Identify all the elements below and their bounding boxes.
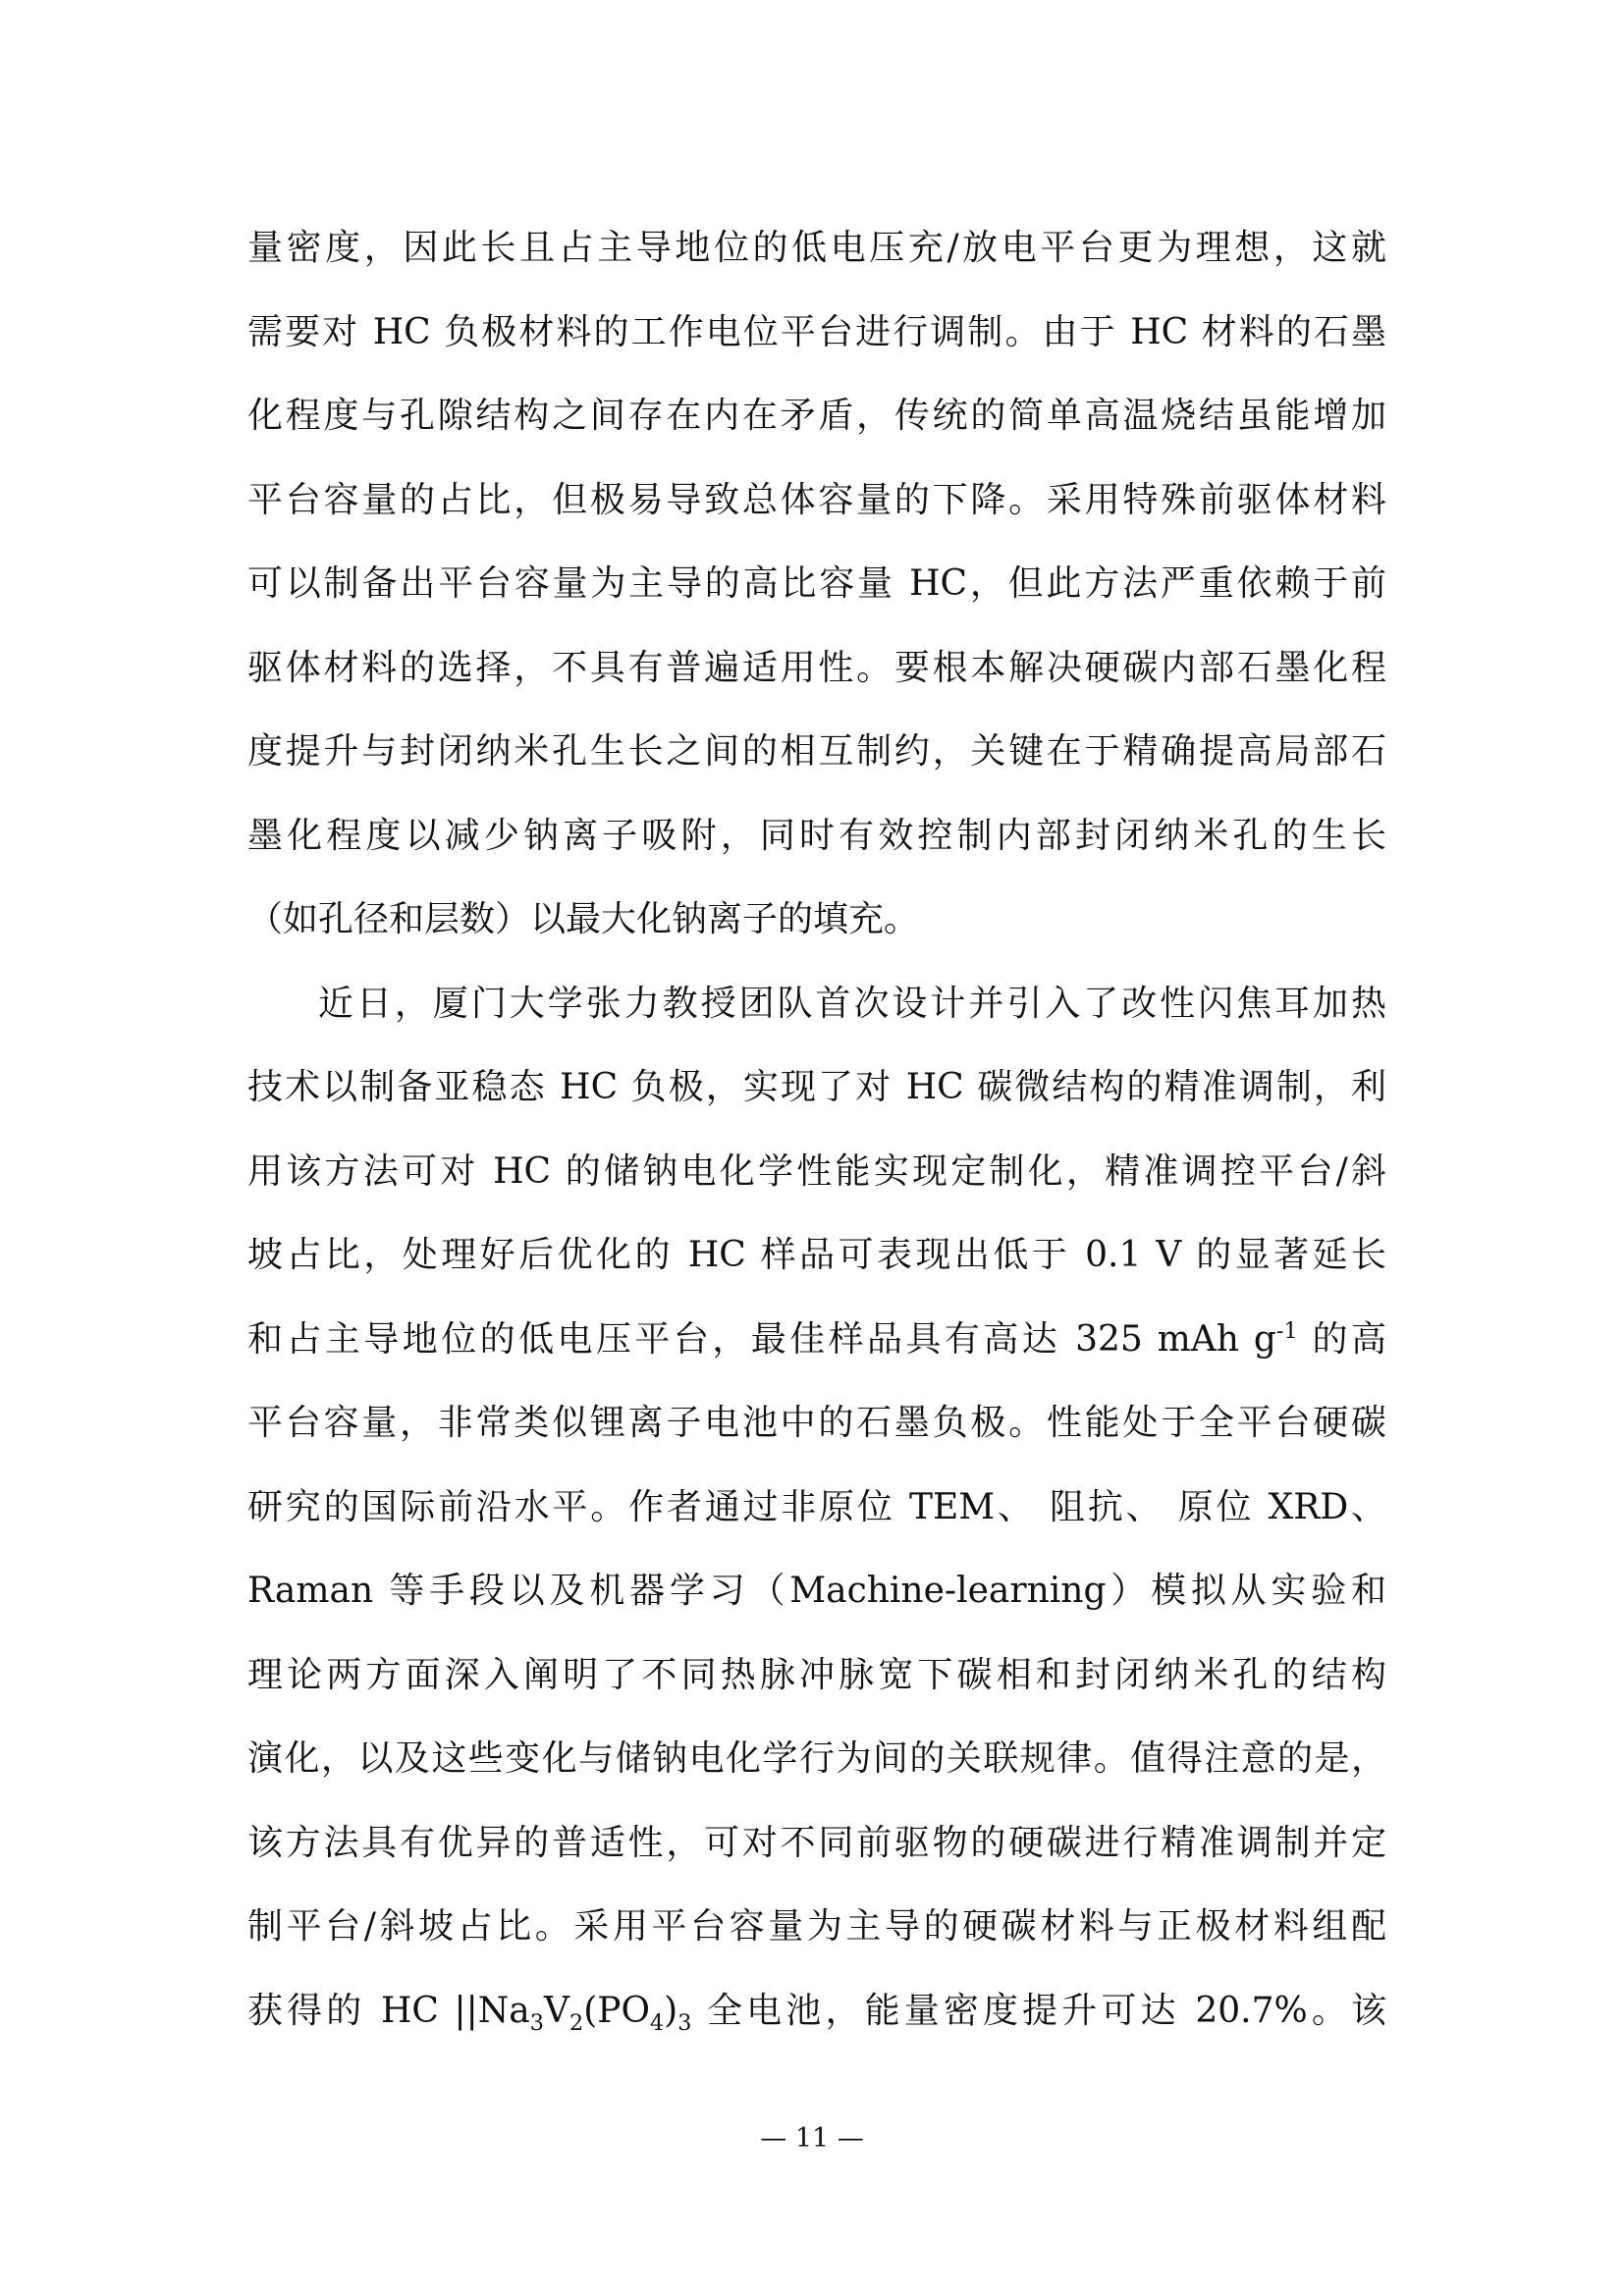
text-line: 可以制备出平台容量为主导的高比容量 HC，但此方法严重依赖于前 bbox=[247, 563, 1386, 604]
text-line: 用该方法可对 HC 的储钠电化学性能实现定制化，精准调控平台/斜 bbox=[247, 1150, 1386, 1192]
text-line: 近日，厦门大学张力教授团队首次设计并引入了改性闪焦耳加热 bbox=[318, 983, 1386, 1024]
text-line: （如孔径和层数）以最大化钠离子的填充。 bbox=[247, 899, 920, 939]
text-line: 研究的国际前沿水平。作者通过非原位 TEM、 阻抗、 原位 XRD、 bbox=[247, 1486, 1386, 1527]
text-line: Raman 等手段以及机器学习（Machine-learning）模拟从实验和 bbox=[247, 1571, 1386, 1611]
document-body bbox=[247, 206, 1386, 2053]
text-line: 该方法具有优异的普适性，可对不同前驱物的硬碳进行精准调制并定 bbox=[247, 1822, 1386, 1863]
text-line: 墨化程度以减少钠离子吸附，同时有效控制内部封闭纳米孔的生长 bbox=[247, 815, 1386, 856]
formula-text-tail: 全电池，能量密度提升可达 20.7%。该 bbox=[691, 1990, 1386, 2031]
formula-text: ) bbox=[664, 1990, 678, 2031]
text-line: 需要对 HC 负极材料的工作电位平台进行调制。由于 HC 材料的石墨 bbox=[247, 311, 1386, 352]
formula-subscript: 2 bbox=[568, 2009, 584, 2036]
text-line: 坡占比，处理好后优化的 HC 样品可表现出低于 0.1 V 的显著延长 bbox=[247, 1235, 1386, 1275]
text-line: 驱体材料的选择，不具有普遍适用性。要根本解决硬碳内部石墨化程 bbox=[247, 647, 1386, 688]
text-line: 量密度，因此长且占主导地位的低电压充/放电平台更为理想，这就 bbox=[247, 228, 1386, 268]
formula-text: V bbox=[543, 1990, 569, 2031]
formula-text: (PO bbox=[583, 1990, 650, 2031]
formula-text: 获得的 HC ||Na bbox=[247, 1990, 530, 2031]
text-line-formula bbox=[247, 1969, 1386, 2054]
unit-exponent: -1 bbox=[1275, 1317, 1298, 1344]
formula-subscript: 4 bbox=[649, 2009, 665, 2036]
capacity-text-tail: 的高 bbox=[1297, 1318, 1386, 1360]
text-line: 技术以制备亚稳态 HC 负极，实现了对 HC 碳微结构的精准调制，利 bbox=[247, 1067, 1386, 1107]
capacity-text: 和占主导地位的低电压平台，最佳样品具有高达 325 mAh g bbox=[247, 1318, 1276, 1360]
text-line: 制平台/斜坡占比。采用平台容量为主导的硬碳材料与正极材料组配 bbox=[247, 1906, 1386, 1947]
text-line: 化程度与孔隙结构之间存在内在矛盾，传统的简单高温烧结虽能增加 bbox=[247, 396, 1386, 436]
text-line: 度提升与封闭纳米孔生长之间的相互制约，关键在于精确提高局部石 bbox=[247, 731, 1386, 772]
text-line-capacity bbox=[247, 1298, 1386, 1382]
text-line: 平台容量，非常类似锂离子电池中的石墨负极。性能处于全平台硬碳 bbox=[247, 1403, 1386, 1443]
text-line: 演化，以及这些变化与储钠电化学行为间的关联规律。值得注意的是， bbox=[247, 1738, 1386, 1779]
text-line: 理论两方面深入阐明了不同热脉冲脉宽下碳相和封闭纳米孔的结构 bbox=[247, 1654, 1386, 1695]
formula-subscript: 3 bbox=[677, 2009, 692, 2036]
text-line: 平台容量的占比，但极易导致总体容量的下降。采用特殊前驱体材料 bbox=[247, 479, 1386, 520]
page-number: — 11 — bbox=[760, 2123, 864, 2154]
formula-subscript: 3 bbox=[529, 2009, 544, 2036]
